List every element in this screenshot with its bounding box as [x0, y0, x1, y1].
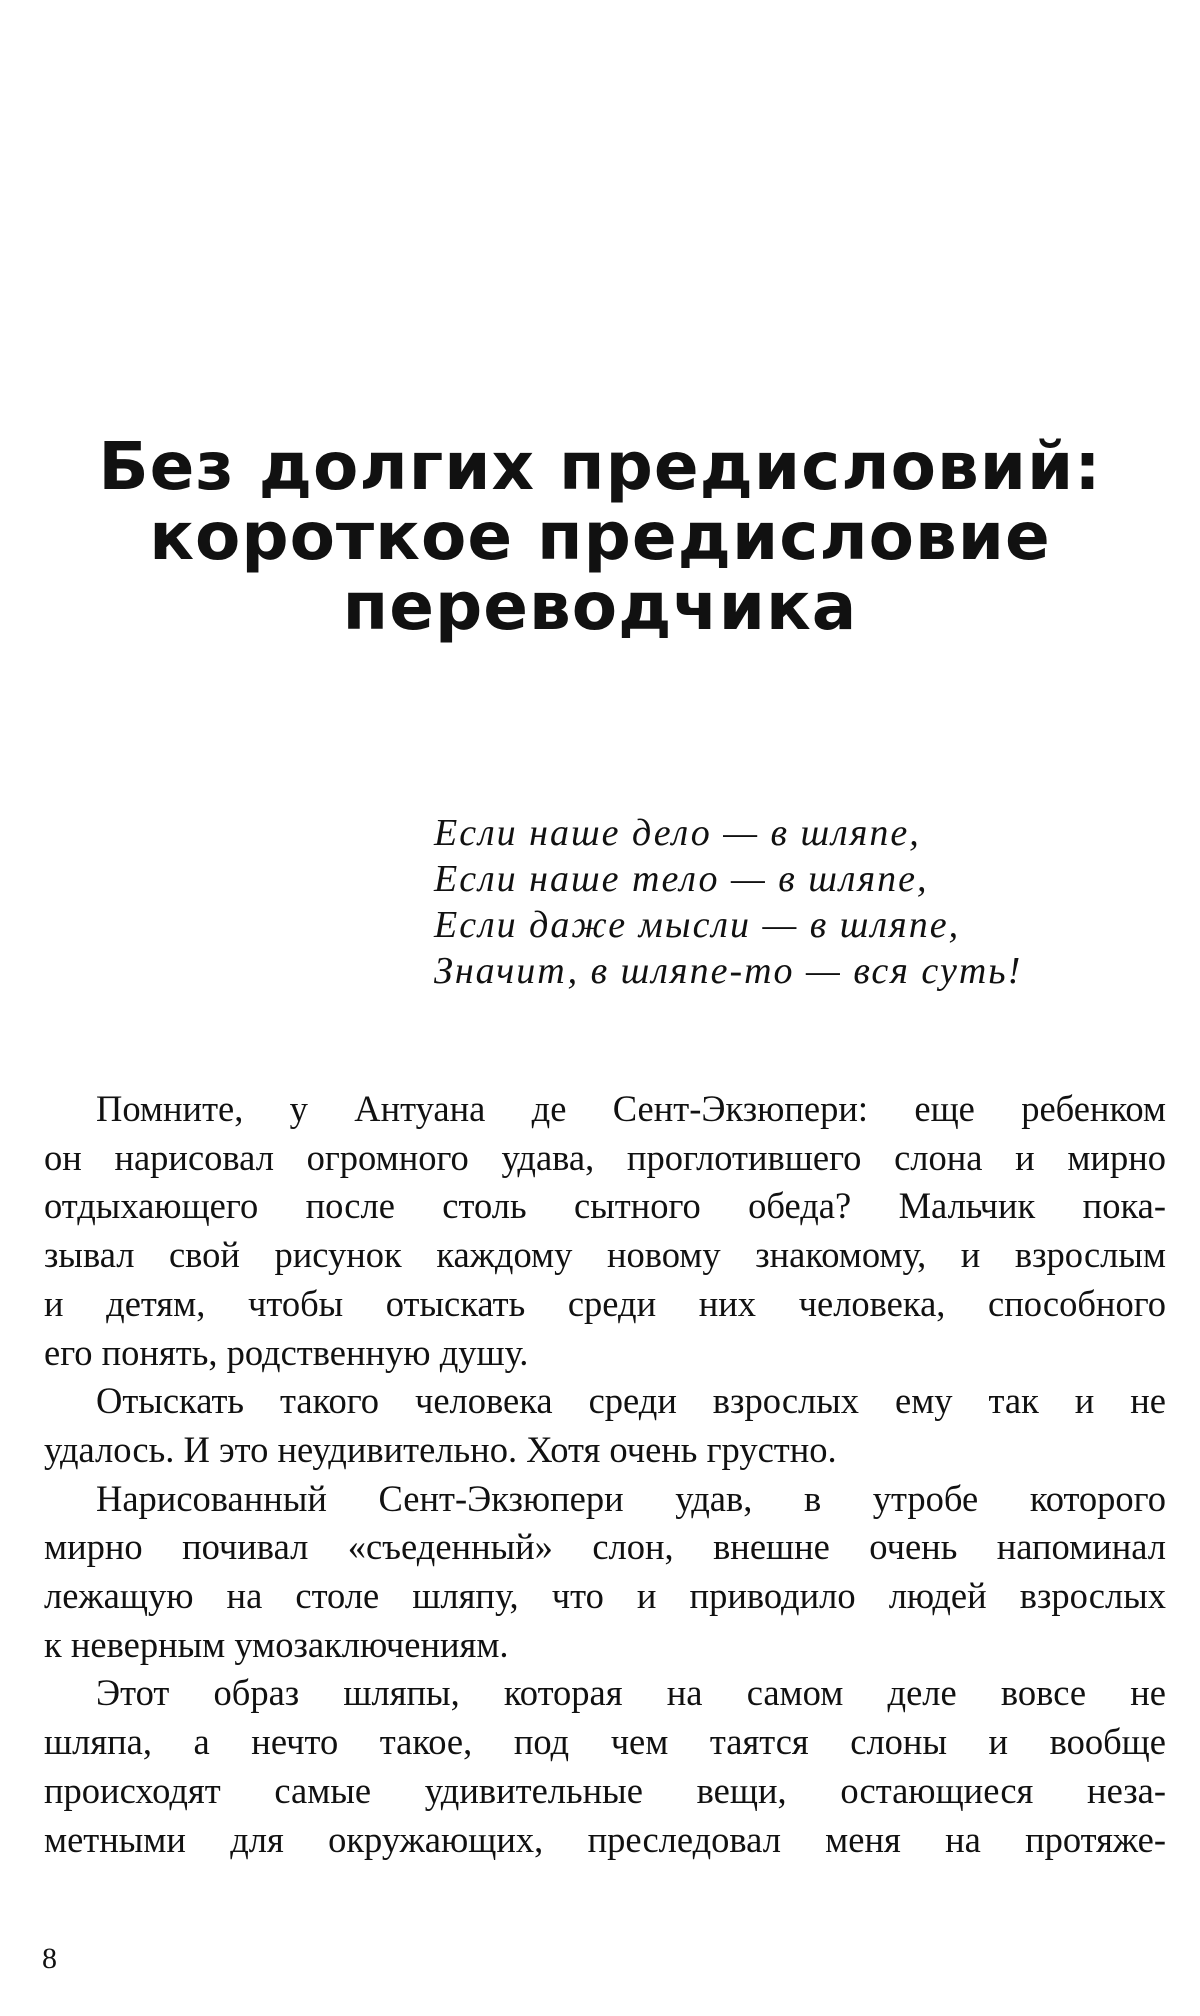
- text-line: отдыхающего после столь сытного обеда? Мальчик пока-: [44, 1185, 1166, 1227]
- epigraph-line: Если наше тело — в шляпе,: [434, 858, 929, 900]
- text-line: он нарисовал огромного удава, проглотившего слона и мирно: [44, 1136, 1166, 1178]
- chapter-title-line: переводчика: [342, 568, 858, 645]
- text-line: зывал свой рисунок каждому новому знакомому, и взрослым: [44, 1234, 1166, 1276]
- epigraph-line: Если наше дело — в шляпе,: [434, 812, 921, 854]
- text-line: Отыскать такого человека среди взрослых ему так и не: [96, 1380, 1166, 1422]
- chapter-title-line: короткое предисловие: [149, 498, 1051, 575]
- text-line: к неверным умозаключениям.: [44, 1623, 509, 1665]
- text-line: Этот образ шляпы, которая на самом деле вовсе не: [96, 1672, 1166, 1714]
- text-line: происходят самые удивительные вещи, остающиеся неза-: [44, 1769, 1166, 1811]
- text-line: Нарисованный Сент-Экзюпери удав, в утробе которого: [96, 1477, 1166, 1519]
- text-line: лежащую на столе шляпу, что и приводило людей взрослых: [44, 1575, 1166, 1617]
- text-line: мирно почивал «съеденный» слон, внешне очень напоминал: [44, 1526, 1166, 1568]
- paragraph: [44, 1377, 1166, 1474]
- body-text: [44, 1085, 1166, 1864]
- chapter-title: [60, 428, 1140, 645]
- text-line: его понять, родственную душу.: [44, 1331, 529, 1373]
- epigraph-line: Если даже мысли — в шляпе,: [434, 904, 961, 946]
- paragraph: [44, 1475, 1166, 1670]
- text-line: удалось. И это неудивительно. Хотя очень грустно.: [44, 1428, 837, 1470]
- text-line: шляпа, а нечто такое, под чем таятся слоны и вообще: [44, 1721, 1166, 1763]
- text-line: и детям, чтобы отыскать среди них человека, способного: [44, 1282, 1166, 1324]
- text-line: Помните, у Антуана де Сент-Экзюпери: еще ребенком: [96, 1088, 1166, 1129]
- page-number: 8: [42, 1942, 57, 1975]
- paragraph: [44, 1085, 1166, 1377]
- epigraph: [434, 810, 1022, 994]
- epigraph-line: Значит, в шляпе-то — вся суть!: [434, 950, 1023, 992]
- paragraph: [44, 1669, 1166, 1864]
- chapter-title-line: Без долгих предисловий:: [98, 428, 1102, 505]
- text-line: метными для окружающих, преследовал меня на протяже-: [44, 1818, 1166, 1860]
